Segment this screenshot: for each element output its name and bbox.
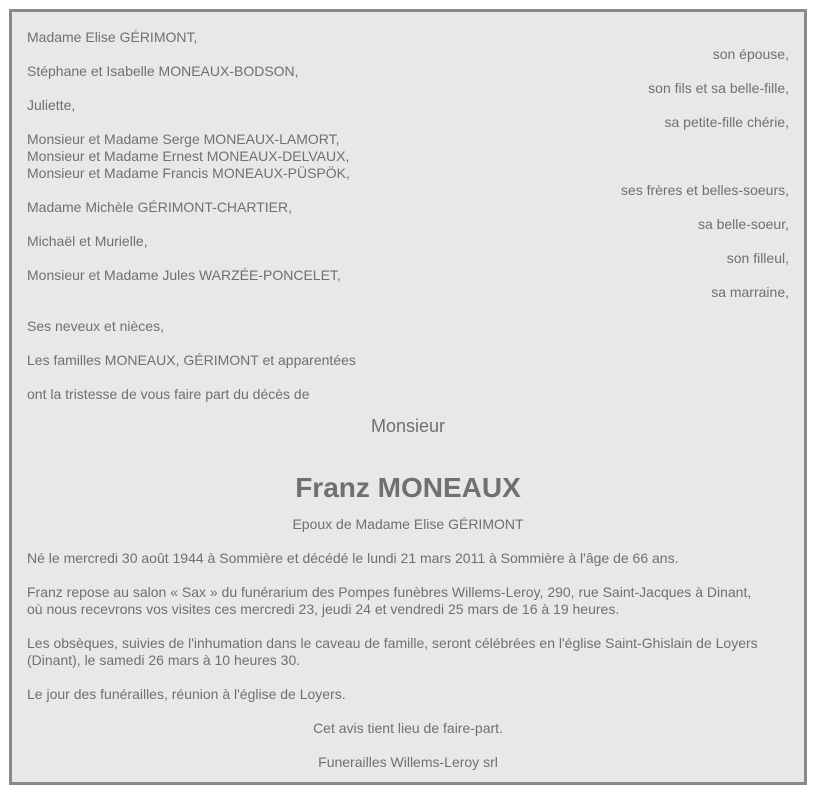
funeral-paragraph — [27, 635, 789, 669]
reunion-line: Le jour des funérailles, réunion à l'église de Loyers. — [27, 686, 346, 702]
family-name: Monsieur et Madame Serge MONEAUX-LAMORT, — [27, 131, 340, 147]
family-name: Stéphane et Isabelle MONEAUX-BODSON, — [27, 63, 299, 79]
family-name: Monsieur et Madame Jules WARZÉE-PONCELET, — [27, 267, 341, 283]
notice-line: Cet avis tient lieu de faire-part. — [313, 720, 503, 736]
family-relation: son fils et sa belle-fille, — [648, 80, 789, 96]
family-relation: sa petite-fille chérie, — [664, 114, 789, 130]
rest-paragraph — [27, 584, 789, 618]
family-relation: sa marraine, — [711, 284, 789, 300]
family-block-sister-in-law — [27, 199, 789, 233]
family-relation: son épouse, — [712, 46, 789, 62]
family-block-son — [27, 63, 789, 97]
notice-content — [27, 29, 789, 771]
family-block-godson — [27, 233, 789, 267]
family-block-granddaughter — [27, 97, 789, 131]
family-name: Monsieur et Madame Ernest MONEAUX-DELVAUX, — [27, 148, 350, 164]
family-block-godmother — [27, 267, 789, 301]
family-name: Monsieur et Madame Francis MONEAUX-PÜSPÖK, — [27, 165, 350, 181]
deceased-name: Franz MONEAUX — [295, 472, 521, 503]
nephews-line: Ses neveux et nièces, — [27, 318, 164, 334]
announcement-line: ont la tristesse de vous faire part du décès de — [27, 386, 310, 402]
funeral-line: Les obsèques, suivies de l'inhumation dans le caveau de famille, seront célébrées en l'église Saint-Ghislain de Loyers — [27, 635, 758, 651]
family-name: Juliette, — [27, 97, 76, 113]
rest-line: où nous recevrons vos visites ces mercredi 23, jeudi 24 et vendredi 25 mars de 16 à 19 heures. — [27, 601, 620, 617]
company-line: Funerailles Willems-Leroy srl — [318, 754, 498, 770]
families-line: Les familles MONEAUX, GÉRIMONT et apparentées — [27, 352, 356, 368]
family-block-brothers — [27, 131, 789, 199]
family-relation: sa belle-soeur, — [697, 216, 789, 232]
notice-frame — [9, 9, 807, 785]
family-name: Madame Michèle GÉRIMONT-CHARTIER, — [27, 199, 293, 215]
family-relation: ses frères et belles-soeurs, — [620, 182, 789, 198]
birth-death-line: Né le mercredi 30 août 1944 à Sommière et décédé le lundi 21 mars 2011 à Sommière à l'âge de 66 ans. — [27, 550, 679, 566]
family-relation: son filleul, — [726, 250, 789, 266]
family-name: Michaël et Murielle, — [27, 233, 148, 249]
spouse-line: Epoux de Madame Elise GÉRIMONT — [292, 516, 524, 532]
funeral-line: (Dinant), le samedi 26 mars à 10 heures 30. — [27, 652, 301, 668]
family-block-spouse — [27, 29, 789, 63]
family-name: Madame Elise GÉRIMONT, — [27, 29, 198, 45]
deceased-title: Monsieur — [370, 416, 446, 436]
rest-line: Franz repose au salon « Sax » du funérarium des Pompes funèbres Willems-Leroy, 290, rue Saint-Jacques à Dinant, — [27, 584, 752, 600]
